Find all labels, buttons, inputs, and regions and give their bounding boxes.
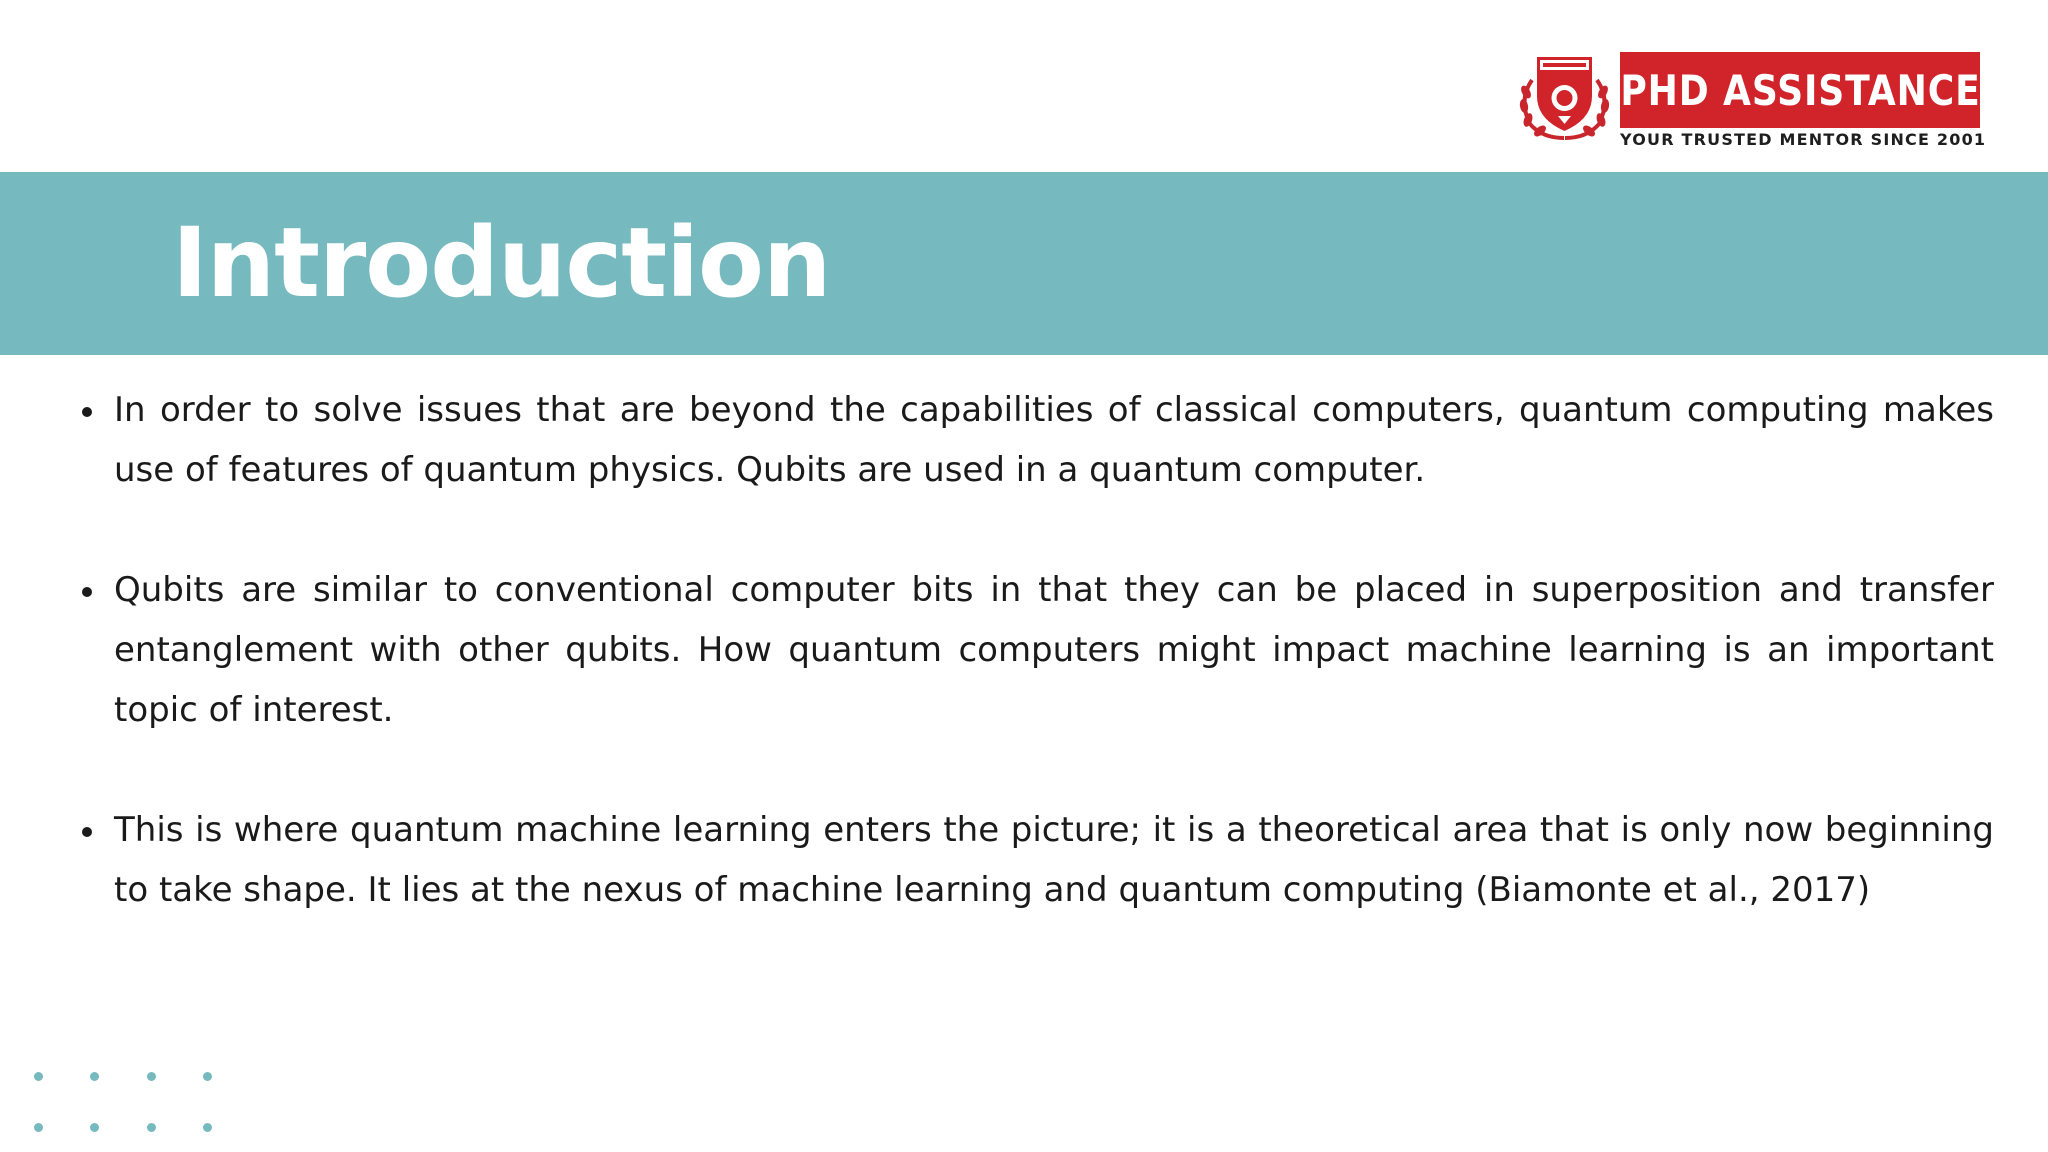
bullet-dot-icon bbox=[82, 827, 92, 837]
bullet-item bbox=[82, 800, 1994, 920]
bullet-item bbox=[82, 560, 1994, 740]
bullet-list bbox=[82, 380, 1994, 980]
crest-emblem-icon bbox=[1512, 50, 1617, 140]
header-band bbox=[0, 172, 2048, 355]
decorative-dot-icon bbox=[90, 1123, 99, 1132]
bullet-text: Qubits are similar to conventional computer bits in that they can be placed in superposition and transfer entanglement with other qubits. How quantum computers might impact machine learning is an important topic of interest. bbox=[114, 570, 1994, 730]
bullet-item bbox=[82, 380, 1994, 500]
decorative-dot-icon bbox=[34, 1072, 43, 1081]
decorative-dot-icon bbox=[34, 1123, 43, 1132]
bullet-dot-icon bbox=[82, 587, 92, 597]
decorative-dot-icon bbox=[147, 1072, 156, 1081]
decorative-dot-icon bbox=[90, 1072, 99, 1081]
bullet-text: In order to solve issues that are beyond the capabilities of classical computers, quantum computing makes use of features of quantum physics. Qubits are used in a quantum computer. bbox=[114, 390, 1994, 490]
decorative-dot-grid bbox=[34, 1072, 224, 1132]
decorative-dot-icon bbox=[147, 1123, 156, 1132]
decorative-dot-icon bbox=[203, 1123, 212, 1132]
phd-assistance-logo bbox=[1512, 50, 1987, 150]
decorative-dot-icon bbox=[203, 1072, 212, 1081]
bullet-dot-icon bbox=[82, 407, 92, 417]
bullet-text: This is where quantum machine learning enters the picture; it is a theoretical area that is only now beginning to take shape. It lies at the nexus of machine learning and quantum computing (Biamonte et al., 2017) bbox=[114, 810, 1994, 910]
slide-title: Introduction bbox=[172, 207, 831, 319]
logo-title: PHD ASSISTANCE bbox=[1619, 65, 1981, 115]
logo-tagline: YOUR TRUSTED MENTOR SINCE 2001 bbox=[1620, 130, 1987, 149]
logo-banner bbox=[1620, 52, 1980, 128]
